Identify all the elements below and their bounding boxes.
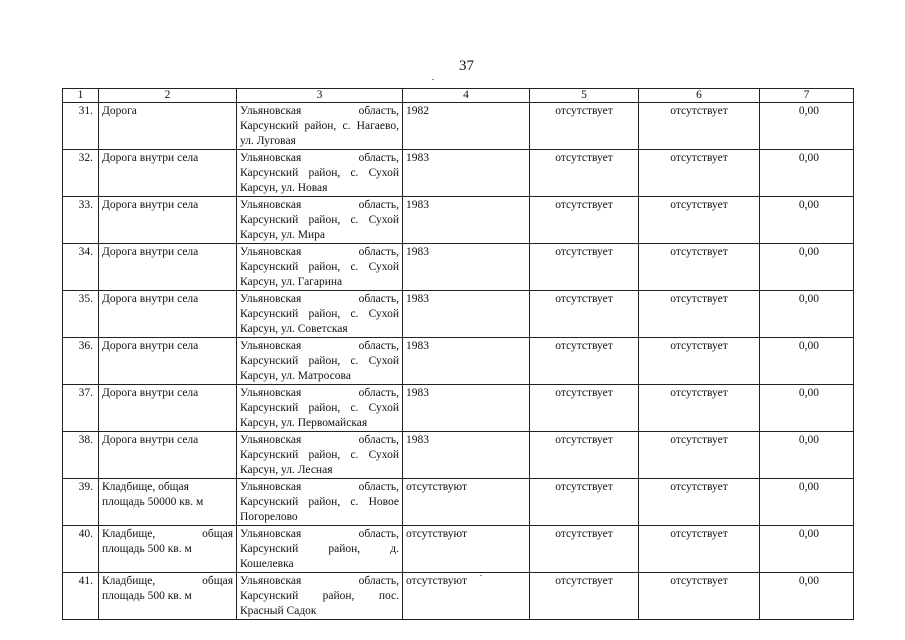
table-row (63, 526, 854, 573)
table-row (63, 103, 854, 150)
cell-address: Ульяновская область, Карсунский район, с. Новое Погорелово (237, 479, 403, 526)
scan-speck (432, 79, 434, 80)
table-row (63, 432, 854, 479)
cell-year: 1983 (403, 244, 530, 291)
cell-number: 33. (63, 197, 99, 244)
cell-number: 38. (63, 432, 99, 479)
cell-year: 1983 (403, 338, 530, 385)
cell-number: 31. (63, 103, 99, 150)
cell-name: Дорога (99, 103, 237, 150)
cell-year: отсутствуют (403, 479, 530, 526)
cell-address: Ульяновская область, Карсунский район, с. Сухой Карсун, ул. Новая (237, 150, 403, 197)
table-row (63, 291, 854, 338)
cell-value: 0,00 (760, 338, 854, 385)
cell-value: 0,00 (760, 244, 854, 291)
cell-status-5: отсутствует (530, 573, 639, 620)
cell-status-6: отсутствует (639, 150, 760, 197)
cell-number: 35. (63, 291, 99, 338)
cell-status-6: отсутствует (639, 479, 760, 526)
cell-status-6: отсутствует (639, 573, 760, 620)
cell-name: Дорога внутри села (99, 385, 237, 432)
table-body (63, 103, 854, 620)
property-table (62, 88, 854, 620)
cell-year: 1982 (403, 103, 530, 150)
column-header: 2 (99, 89, 237, 103)
cell-number: 40. (63, 526, 99, 573)
cell-address: Ульяновская область, Карсунский район, с. Нагаево, ул. Луговая (237, 103, 403, 150)
cell-status-6: отсутствует (639, 244, 760, 291)
table-header-row (63, 89, 854, 103)
cell-number: 41. (63, 573, 99, 620)
cell-address: Ульяновская область, Карсунский район, с. Сухой Карсун, ул. Матросова (237, 338, 403, 385)
cell-status-5: отсутствует (530, 244, 639, 291)
cell-status-6: отсутствует (639, 526, 760, 573)
cell-name: Дорога внутри села (99, 197, 237, 244)
cell-status-6: отсутствует (639, 338, 760, 385)
cell-value: 0,00 (760, 432, 854, 479)
cell-address: Ульяновская область, Карсунский район, с. Сухой Карсун, ул. Гагарина (237, 244, 403, 291)
cell-value: 0,00 (760, 526, 854, 573)
cell-status-5: отсутствует (530, 103, 639, 150)
cell-year: отсутствуют (403, 573, 530, 620)
cell-name: Кладбище, общая площадь 500 кв. м (99, 526, 237, 573)
cell-status-5: отсутствует (530, 385, 639, 432)
cell-status-6: отсутствует (639, 291, 760, 338)
cell-status-6: отсутствует (639, 432, 760, 479)
column-header: 4 (403, 89, 530, 103)
cell-year: отсутствуют (403, 526, 530, 573)
column-header: 7 (760, 89, 854, 103)
cell-status-5: отсутствует (530, 432, 639, 479)
cell-name: Дорога внутри села (99, 150, 237, 197)
cell-number: 37. (63, 385, 99, 432)
cell-value: 0,00 (760, 479, 854, 526)
table-row (63, 573, 854, 620)
table-row (63, 385, 854, 432)
table-row (63, 479, 854, 526)
cell-address: Ульяновская область, Карсунский район, с. Сухой Карсун, ул. Первомайская (237, 385, 403, 432)
column-header: 6 (639, 89, 760, 103)
cell-year: 1983 (403, 197, 530, 244)
table-row (63, 150, 854, 197)
cell-value: 0,00 (760, 291, 854, 338)
column-header: 1 (63, 89, 99, 103)
page-number: 37 (459, 58, 474, 74)
cell-status-6: отсутствует (639, 103, 760, 150)
cell-address: Ульяновская область, Карсунский район, с. Сухой Карсун, ул. Лесная (237, 432, 403, 479)
table-row (63, 197, 854, 244)
cell-year: 1983 (403, 150, 530, 197)
cell-year: 1983 (403, 385, 530, 432)
cell-number: 32. (63, 150, 99, 197)
cell-status-5: отсутствует (530, 526, 639, 573)
cell-year: 1983 (403, 432, 530, 479)
table-row (63, 244, 854, 291)
cell-year: 1983 (403, 291, 530, 338)
cell-status-5: отсутствует (530, 197, 639, 244)
table-row (63, 338, 854, 385)
cell-status-5: отсутствует (530, 150, 639, 197)
cell-value: 0,00 (760, 385, 854, 432)
cell-status-5: отсутствует (530, 291, 639, 338)
cell-status-5: отсутствует (530, 479, 639, 526)
cell-name: Дорога внутри села (99, 291, 237, 338)
cell-value: 0,00 (760, 573, 854, 620)
scan-speck (480, 575, 482, 576)
cell-number: 36. (63, 338, 99, 385)
cell-value: 0,00 (760, 197, 854, 244)
cell-value: 0,00 (760, 103, 854, 150)
cell-status-6: отсутствует (639, 197, 760, 244)
cell-name: Дорога внутри села (99, 338, 237, 385)
cell-name: Дорога внутри села (99, 432, 237, 479)
cell-status-6: отсутствует (639, 385, 760, 432)
cell-name: Дорога внутри села (99, 244, 237, 291)
cell-address: Ульяновская область, Карсунский район, с. Сухой Карсун, ул. Советская (237, 291, 403, 338)
column-header: 5 (530, 89, 639, 103)
cell-name: Кладбище, общая площадь 50000 кв. м (99, 479, 237, 526)
cell-address: Ульяновская область, Карсунский район, с. Сухой Карсун, ул. Мира (237, 197, 403, 244)
cell-address: Ульяновская область, Карсунский район, д. Кошелевка (237, 526, 403, 573)
cell-number: 39. (63, 479, 99, 526)
cell-value: 0,00 (760, 150, 854, 197)
column-header: 3 (237, 89, 403, 103)
cell-status-5: отсутствует (530, 338, 639, 385)
cell-name: Кладбище, общая площадь 500 кв. м (99, 573, 237, 620)
cell-address: Ульяновская область, Карсунский район, пос. Красный Садок (237, 573, 403, 620)
cell-number: 34. (63, 244, 99, 291)
